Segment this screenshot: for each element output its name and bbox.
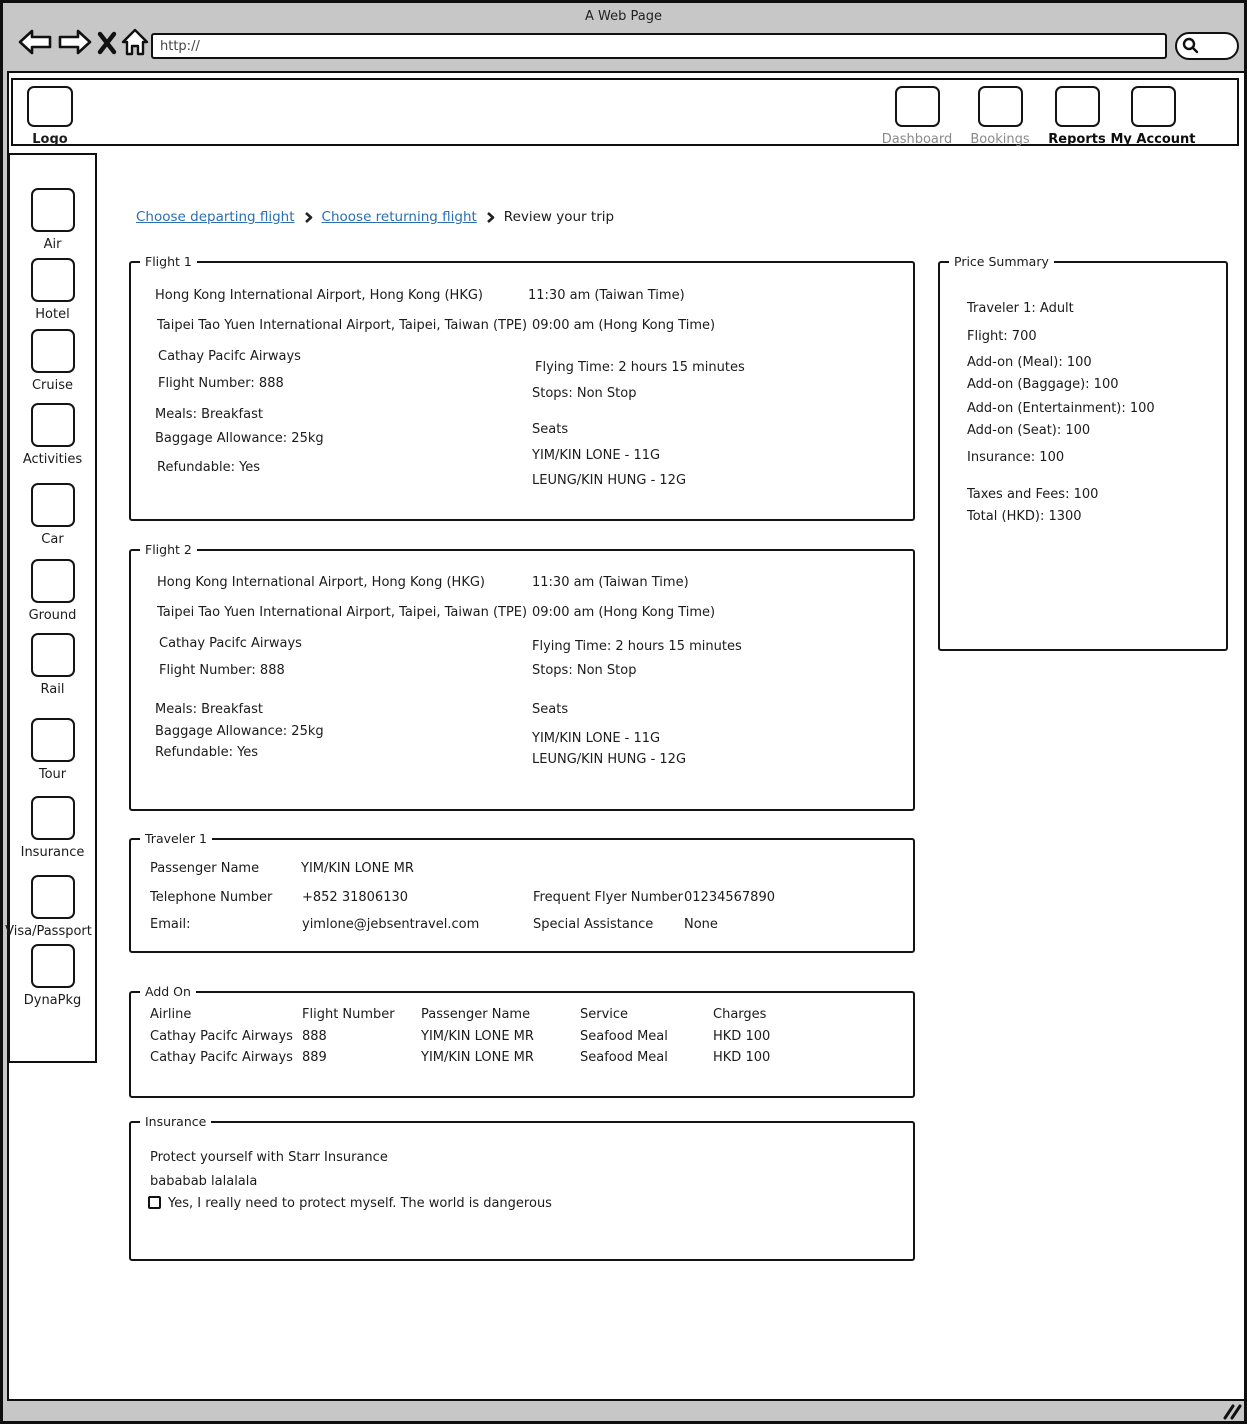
frequent-flyer-value: 01234567890 [684, 890, 775, 905]
hotel-icon [31, 258, 75, 302]
sidebar-item-label: Visa/Passport [5, 924, 92, 939]
flight1-seat: LEUNG/KIN HUNG - 12G [532, 473, 687, 488]
price-addon-meal: Add-on (Meal): 100 [967, 355, 1092, 370]
breadcrumb-link-departing[interactable]: Choose departing flight [136, 209, 295, 225]
page-area [7, 71, 1246, 1401]
insurance-checkbox-label: Yes, I really need to protect myself. The world is dangerous [168, 1196, 552, 1211]
flight2-seats-label: Seats [532, 702, 569, 717]
flight1-seat: YIM/KIN LONE - 11G [532, 448, 661, 463]
sidebar-item-label: Tour [38, 767, 67, 782]
addon-group-title: Add On [140, 984, 196, 999]
addon-cell: HKD 100 [713, 1050, 771, 1065]
visa-passport-icon [31, 875, 75, 919]
rail-icon [31, 633, 75, 677]
addon-cell: Seafood Meal [580, 1050, 668, 1065]
dashboard-icon [895, 86, 940, 127]
email-label: Email: [150, 917, 191, 932]
reports-icon [1055, 86, 1100, 127]
logo[interactable] [27, 86, 73, 147]
flight2-group [129, 542, 915, 811]
flight2-baggage: Baggage Allowance: 25kg [155, 724, 324, 739]
flight2-flying-time: Flying Time: 2 hours 15 minutes [532, 639, 742, 654]
sidebar-item-rail[interactable] [10, 633, 95, 697]
price-flight: Flight: 700 [967, 329, 1037, 344]
price-taxes: Taxes and Fees: 100 [967, 487, 1099, 502]
air-icon [31, 188, 75, 232]
addon-header-service: Service [580, 1007, 629, 1022]
breadcrumb [136, 209, 614, 225]
price-addon-baggage: Add-on (Baggage): 100 [967, 377, 1119, 392]
my-account-icon [1131, 86, 1176, 127]
traveler-group-title: Traveler 1 [140, 831, 212, 846]
sidebar-item-label: Ground [28, 608, 77, 623]
nav-label: My Account [1110, 132, 1196, 147]
nav-item-my-account[interactable] [1103, 86, 1203, 147]
addon-group [129, 984, 915, 1098]
flight1-seats-label: Seats [532, 422, 569, 437]
flight2-meals: Meals: Breakfast [155, 702, 263, 717]
price-total: Total (HKD): 1300 [967, 509, 1082, 524]
flight2-seat: YIM/KIN LONE - 11G [532, 731, 661, 746]
addon-cell: YIM/KIN LONE MR [421, 1029, 534, 1044]
sidebar-item-visa-passport[interactable] [5, 875, 95, 939]
flight1-from-airport: Hong Kong International Airport, Hong Kong (HKG) [155, 288, 483, 303]
price-addon-entertainment: Add-on (Entertainment): 100 [967, 401, 1155, 416]
traveler-group [129, 831, 915, 953]
nav-label: Bookings [970, 132, 1030, 147]
price-traveler: Traveler 1: Adult [967, 301, 1074, 316]
flight2-seat: LEUNG/KIN HUNG - 12G [532, 752, 687, 767]
back-icon [17, 27, 53, 57]
breadcrumb-link-returning[interactable]: Choose returning flight [321, 209, 477, 225]
flight1-meals: Meals: Breakfast [155, 407, 263, 422]
flight1-baggage: Baggage Allowance: 25kg [155, 431, 324, 446]
chevron-right-icon [304, 211, 313, 224]
flight2-refundable: Refundable: Yes [155, 745, 259, 760]
insurance-group [129, 1114, 915, 1261]
nav-label: Dashboard [881, 132, 953, 147]
telephone-value: +852 31806130 [302, 890, 409, 905]
cruise-icon [31, 329, 75, 373]
addon-cell: HKD 100 [713, 1029, 771, 1044]
insurance-pitch-line: Protect yourself with Starr Insurance [150, 1150, 388, 1165]
back-button[interactable] [17, 27, 53, 61]
sidebar-item-tour[interactable] [10, 718, 95, 782]
addon-cell: Cathay Pacifc Airways [150, 1050, 293, 1065]
bookings-icon [978, 86, 1023, 127]
price-summary-title: Price Summary [949, 254, 1054, 269]
flight1-number: Flight Number: 888 [158, 376, 284, 391]
flight2-to-airport: Taipei Tao Yuen International Airport, Taipei, Taiwan (TPE) [157, 605, 528, 620]
special-assistance-value: None [684, 917, 718, 932]
flight1-refundable: Refundable: Yes [157, 460, 261, 475]
passenger-name-value: YIM/KIN LONE MR [301, 861, 414, 876]
insurance-icon [31, 796, 75, 840]
special-assistance-label: Special Assistance [533, 917, 654, 932]
addon-cell: Cathay Pacifc Airways [150, 1029, 293, 1044]
window-title: A Web Page [585, 9, 662, 24]
stop-button[interactable] [96, 31, 118, 59]
telephone-label: Telephone Number [150, 890, 273, 905]
flight2-number: Flight Number: 888 [159, 663, 285, 678]
chevron-right-icon [486, 211, 495, 224]
sidebar-item-label: Rail [40, 682, 65, 697]
close-icon [96, 31, 118, 55]
logo-label: Logo [32, 132, 68, 147]
sidebar-item-label: DynaPkg [23, 993, 82, 1008]
sidebar-item-label: Insurance [20, 845, 85, 860]
sidebar-item-label: Cruise [31, 378, 74, 393]
sidebar-item-car[interactable] [10, 483, 95, 547]
insurance-group-title: Insurance [140, 1114, 211, 1129]
sidebar-item-label: Hotel [35, 307, 70, 322]
addon-cell: 889 [302, 1050, 327, 1065]
insurance-checkbox[interactable] [148, 1196, 161, 1209]
sidebar-item-insurance[interactable] [10, 796, 95, 860]
frequent-flyer-label: Frequent Flyer Number [533, 890, 684, 905]
flight1-airline: Cathay Pacifc Airways [158, 349, 301, 364]
flight1-to-airport: Taipei Tao Yuen International Airport, Taipei, Taiwan (TPE) [157, 318, 528, 333]
sidebar-item-air[interactable] [10, 188, 95, 252]
insurance-pitch-line: bababab lalalala [150, 1174, 258, 1189]
addon-cell: YIM/KIN LONE MR [421, 1050, 534, 1065]
flight1-stops: Stops: Non Stop [532, 386, 637, 401]
sidebar-item-cruise[interactable] [10, 329, 95, 393]
breadcrumb-current: Review your trip [503, 209, 615, 225]
flight1-flying-time: Flying Time: 2 hours 15 minutes [535, 360, 745, 375]
nav-label: Reports [1048, 132, 1106, 147]
flight2-group-title: Flight 2 [140, 542, 197, 557]
addon-cell: Seafood Meal [580, 1029, 668, 1044]
ground-icon [31, 559, 75, 603]
sidebar-item-activities[interactable] [10, 403, 95, 467]
flight1-group [129, 254, 915, 521]
sidebar [5, 153, 97, 1063]
url-input[interactable] [151, 33, 1167, 59]
addon-cell: 888 [302, 1029, 327, 1044]
forward-button[interactable] [57, 27, 93, 61]
sidebar-item-dynapkg[interactable] [10, 944, 95, 1008]
flight2-airline: Cathay Pacifc Airways [159, 636, 302, 651]
email-value: yimlone@jebsentravel.com [302, 917, 480, 932]
addon-header-charges: Charges [713, 1007, 767, 1022]
price-summary-group [938, 254, 1228, 651]
site-header [11, 78, 1239, 146]
logo-icon [27, 86, 73, 127]
resize-handle[interactable] [1221, 1403, 1243, 1424]
sidebar-item-label: Air [43, 237, 62, 252]
activities-icon [31, 403, 75, 447]
tour-icon [31, 718, 75, 762]
sidebar-item-ground[interactable] [10, 559, 95, 623]
sidebar-item-hotel[interactable] [10, 258, 95, 322]
sidebar-item-label: Car [41, 532, 64, 547]
car-icon [31, 483, 75, 527]
sidebar-item-label: Activities [22, 452, 83, 467]
flight1-depart-time: 11:30 am (Taiwan Time) [528, 288, 685, 303]
forward-icon [57, 27, 93, 57]
addon-header-flight-number: Flight Number [302, 1007, 395, 1022]
flight2-arrive-time: 09:00 am (Hong Kong Time) [532, 605, 716, 620]
price-addon-seat: Add-on (Seat): 100 [967, 423, 1091, 438]
passenger-name-label: Passenger Name [150, 861, 260, 876]
flight1-group-title: Flight 1 [140, 254, 197, 269]
flight2-from-airport: Hong Kong International Airport, Hong Kong (HKG) [157, 575, 485, 590]
search-icon [1181, 36, 1201, 56]
addon-header-airline: Airline [150, 1007, 192, 1022]
addon-header-passenger: Passenger Name [421, 1007, 531, 1022]
home-button[interactable] [120, 27, 150, 61]
search-button[interactable] [1175, 32, 1239, 60]
resize-grip-icon [1221, 1403, 1243, 1421]
flight1-arrive-time: 09:00 am (Hong Kong Time) [532, 318, 716, 333]
dynapkg-icon [31, 944, 75, 988]
flight2-stops: Stops: Non Stop [532, 663, 637, 678]
home-icon [120, 27, 150, 57]
flight2-depart-time: 11:30 am (Taiwan Time) [532, 575, 689, 590]
price-insurance: Insurance: 100 [967, 450, 1065, 465]
